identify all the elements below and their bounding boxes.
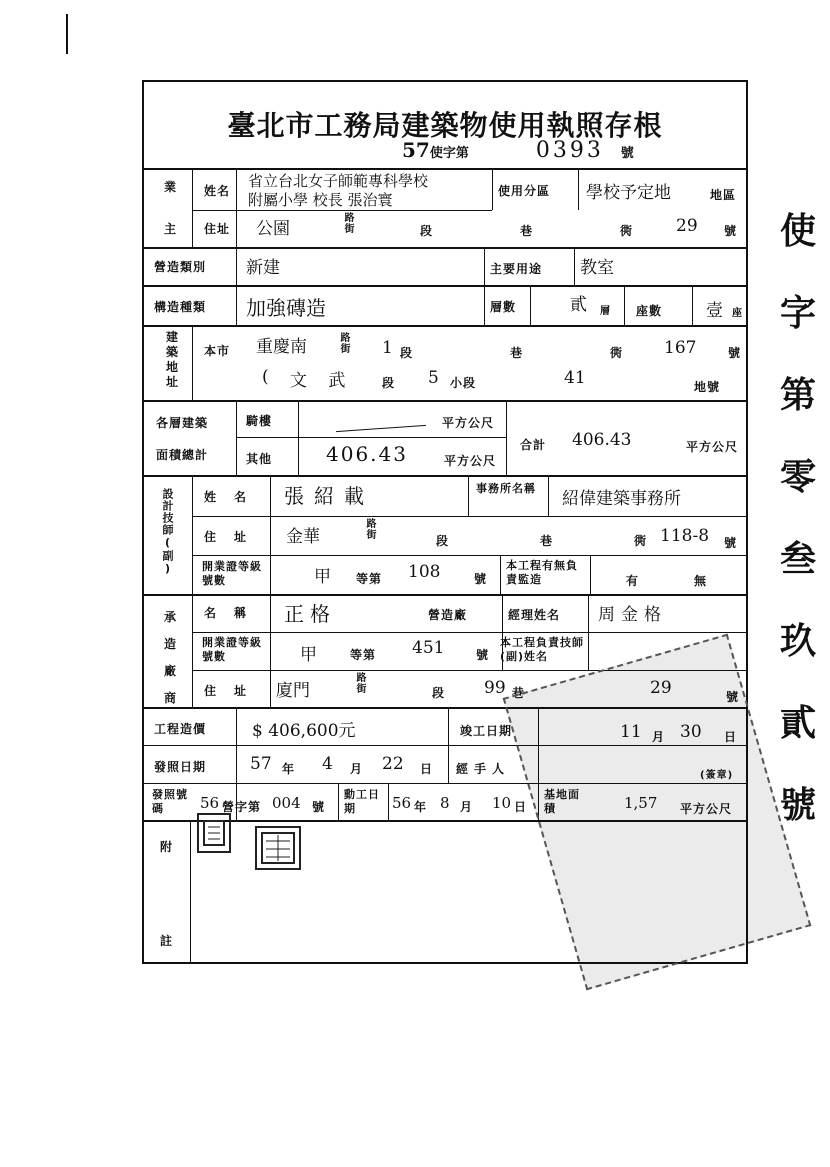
col-divider — [548, 475, 549, 517]
side-char: 號 — [779, 784, 816, 826]
contractor-address-value: 廈門 — [276, 681, 310, 701]
side-char: 使 — [779, 210, 816, 252]
site-lot: 地號 — [694, 380, 721, 394]
complete-month-unit: 月 — [652, 730, 666, 744]
designer-license-mid: 等第 — [356, 572, 383, 586]
owner-address-value: 公園 — [256, 219, 290, 239]
start-year: 56 — [392, 794, 412, 812]
other-area-value: 406.43 — [326, 442, 408, 466]
designer-office-label: 事務所名稱 — [476, 482, 536, 495]
base-area-label: 基地面積 — [544, 788, 580, 815]
row-divider — [142, 325, 748, 327]
col-divider — [506, 400, 507, 475]
main-use-value: 教室 — [580, 258, 614, 278]
designer-no-value: 118-8 — [660, 526, 710, 546]
seal-stamp-right — [255, 826, 301, 870]
designer-license-label: 開業證等級號數 — [202, 560, 262, 587]
designer-office-value: 紹偉建築事務所 — [562, 489, 681, 509]
site-label-3: 地 — [166, 360, 180, 374]
structure-value: 加強磚造 — [246, 296, 326, 320]
side-char: 第 — [779, 374, 816, 416]
owner-label-1: 業 — [164, 180, 178, 194]
col-divider — [500, 555, 501, 595]
contractor-name-label: 名稱 — [204, 606, 265, 620]
owner-name-label: 姓名 — [204, 184, 231, 198]
site-subsection-value: 5 — [428, 368, 439, 388]
site-label — [166, 330, 179, 390]
side-char: 貳 — [779, 702, 816, 744]
area-label-2: 面積總計 — [156, 448, 209, 462]
contractor-section: 段 — [432, 686, 446, 700]
start-day-unit: 日 — [514, 800, 528, 814]
issue-day: 22 — [382, 754, 404, 774]
blocks-label: 座數 — [636, 304, 663, 318]
site-district-value: 文 武 — [290, 371, 354, 391]
license-prefix: 使字第 — [429, 146, 469, 161]
designer-license-value: 108 — [408, 562, 441, 582]
license-serial: 0393 — [535, 138, 604, 163]
designer-license-grade: 甲 — [314, 567, 331, 587]
col-divider — [192, 325, 193, 400]
other-area-label: 其他 — [246, 452, 273, 466]
designer-address-value: 金華 — [286, 527, 320, 547]
contractor-no-value: 29 — [650, 678, 672, 698]
start-date-label: 動工日期 — [344, 788, 380, 815]
arcade-unit: 平方公尺 — [442, 416, 495, 430]
side-char: 叁 — [779, 538, 816, 580]
permit-year: 56 — [200, 794, 220, 812]
contractor-label — [164, 604, 177, 712]
base-area-value: 1,57 — [624, 794, 658, 812]
cost-label: 工程造價 — [154, 722, 207, 736]
construction-type-value: 新建 — [246, 258, 280, 278]
col-divider — [468, 475, 469, 517]
owner-address-road: 路街 — [342, 212, 353, 234]
contractor-road: 路街 — [354, 672, 365, 694]
issue-date-label: 發照日期 — [154, 760, 207, 774]
site-no: 號 — [728, 346, 742, 360]
contractor-label-1: 承 — [164, 610, 178, 624]
owner-address-alley: 衖 — [620, 224, 634, 238]
col-divider — [574, 247, 575, 287]
floors-value: 貳 — [570, 295, 587, 315]
owner-name-line1: 省立台北女子師範專科學校 — [248, 172, 429, 190]
col-divider — [530, 285, 531, 325]
col-divider — [590, 555, 591, 595]
col-divider — [484, 247, 485, 325]
contractor-tech-label: 本工程負責技師(副)姓名 — [500, 636, 584, 663]
designer-label: 設計技師(副) — [161, 488, 174, 576]
row-divider — [142, 594, 748, 596]
site-section: 段 — [400, 346, 414, 360]
site-section-value: 1 — [382, 338, 393, 358]
side-serial-text — [770, 190, 826, 846]
owner-address-section: 段 — [420, 224, 434, 238]
complete-date-label: 竣工日期 — [460, 724, 513, 738]
row-divider — [142, 168, 748, 170]
col-divider — [492, 168, 493, 210]
row-divider — [142, 475, 748, 477]
page-title: 臺北市工務局建築物使用執照存根 — [227, 109, 663, 142]
designer-road: 路街 — [364, 518, 375, 540]
handler-sign: (簽章) — [700, 770, 734, 781]
side-char: 玖 — [779, 620, 816, 662]
supervise-label: 本工程有無負責監造 — [506, 559, 578, 586]
cost-value: $ 406,600元 — [252, 721, 356, 741]
designer-lane: 巷 — [540, 534, 554, 548]
site-lot-value: 41 — [564, 368, 586, 388]
site-label-4: 址 — [166, 375, 180, 389]
permit-suffix: 號 — [312, 800, 326, 814]
col-divider — [298, 400, 299, 475]
issue-month: 4 — [322, 754, 333, 774]
site-district-open: ( — [262, 367, 269, 387]
col-divider — [192, 475, 193, 707]
site-city: 本市 — [204, 344, 231, 358]
handler-label: 經手人 — [456, 762, 511, 776]
site-no-value: 167 — [664, 338, 697, 358]
site-label-2: 築 — [166, 345, 180, 359]
col-divider — [192, 168, 193, 248]
col-divider — [338, 783, 339, 822]
issue-month-unit: 月 — [350, 762, 364, 776]
license-year: 57 — [402, 138, 430, 162]
supervise-none: 無 — [694, 574, 708, 588]
col-divider — [236, 168, 237, 248]
complete-month: 11 — [620, 722, 642, 742]
designer-alley: 衖 — [634, 534, 648, 548]
margin-mark — [66, 14, 68, 54]
row-divider — [236, 437, 506, 438]
owner-name-line2: 附屬小學 校長 張治寰 — [248, 191, 393, 209]
contractor-label-3: 廠 — [164, 664, 178, 678]
complete-day-unit: 日 — [724, 730, 738, 744]
contractor-lane-value: 99 — [484, 678, 506, 698]
permit-number-label: 發照號碼 — [152, 788, 188, 815]
col-divider — [448, 707, 449, 783]
site-road: 路街 — [338, 332, 349, 354]
issue-year: 57 — [250, 754, 272, 774]
owner-address-lane: 巷 — [520, 224, 534, 238]
site-lane: 巷 — [510, 346, 524, 360]
contractor-license-no: 號 — [476, 648, 490, 662]
contractor-name-value: 正格 — [284, 602, 336, 626]
license-suffix: 號 — [620, 146, 634, 161]
arcade-label: 騎樓 — [246, 414, 273, 428]
col-divider — [388, 783, 389, 822]
main-use-label: 主要用途 — [490, 262, 543, 276]
side-char: 零 — [779, 456, 816, 498]
col-divider — [270, 475, 271, 517]
total-area-value: 406.43 — [572, 430, 632, 450]
contractor-lane: 巷 — [512, 686, 526, 700]
col-divider — [236, 247, 237, 325]
issue-year-unit: 年 — [282, 762, 296, 776]
construction-type-label: 營造類別 — [154, 260, 207, 274]
other-area-unit: 平方公尺 — [444, 454, 497, 468]
site-alley: 衖 — [610, 346, 624, 360]
designer-address-label: 住址 — [204, 530, 265, 544]
row-divider — [142, 285, 748, 287]
col-divider — [578, 168, 579, 210]
notes-label-top: 附 — [160, 840, 174, 854]
owner-address-label: 住址 — [204, 222, 231, 236]
use-zone-value: 學校予定地 — [586, 183, 671, 203]
row-divider — [192, 210, 492, 211]
designer-name-label: 姓名 — [204, 490, 265, 504]
site-district: 段 — [382, 376, 396, 390]
contractor-license-value: 451 — [412, 638, 445, 658]
total-area-unit: 平方公尺 — [686, 440, 739, 454]
start-day: 10 — [492, 794, 512, 812]
complete-day: 30 — [680, 722, 702, 742]
blocks-value: 壹 — [706, 301, 723, 321]
total-area-label: 合計 — [520, 438, 547, 452]
contractor-license-label: 開業證等級號數 — [202, 636, 262, 663]
license-number — [402, 138, 634, 163]
col-divider — [270, 516, 271, 556]
seal-stamp-left — [197, 813, 231, 853]
row-divider — [192, 555, 748, 556]
issue-day-unit: 日 — [420, 762, 434, 776]
site-road-value: 重慶南 — [256, 337, 307, 357]
col-divider — [692, 285, 693, 325]
site-subsection: 小段 — [450, 376, 477, 390]
row-divider — [142, 400, 748, 402]
designer-section: 段 — [436, 534, 450, 548]
start-month-unit: 月 — [460, 800, 474, 814]
contractor-no: 號 — [726, 690, 740, 704]
owner-address-no-value: 29 — [676, 216, 698, 236]
contractor-name-suffix: 營造廠 — [428, 608, 468, 622]
designer-name-value: 張紹載 — [284, 484, 374, 508]
col-divider — [270, 555, 271, 595]
area-label-1: 各層建築 — [156, 416, 209, 430]
floors-label: 層數 — [490, 300, 517, 314]
manager-label: 經理姓名 — [508, 608, 561, 622]
contractor-label-4: 商 — [164, 691, 178, 705]
owner-label-2: 主 — [164, 222, 178, 236]
manager-value: 周金格 — [598, 605, 667, 625]
permit-serial: 004 — [272, 794, 301, 812]
designer-license-no: 號 — [474, 572, 488, 586]
col-divider — [236, 400, 237, 475]
contractor-license-mid: 等第 — [350, 648, 377, 662]
supervise-has: 有 — [626, 574, 640, 588]
col-divider — [588, 594, 589, 670]
col-divider — [190, 820, 191, 962]
start-month: 8 — [440, 794, 450, 812]
owner-address-no: 號 — [724, 224, 738, 238]
permit-prefix: 營字第 — [222, 800, 262, 814]
contractor-license-grade: 甲 — [300, 645, 317, 665]
contractor-label-2: 造 — [164, 637, 178, 651]
use-zone-suffix: 地區 — [710, 188, 737, 202]
designer-no: 號 — [724, 536, 738, 550]
row-divider — [192, 632, 748, 633]
blocks-unit: 座 — [732, 308, 743, 319]
side-char: 字 — [779, 292, 816, 334]
structure-label: 構造種類 — [154, 300, 207, 314]
base-area-unit: 平方公尺 — [680, 802, 733, 816]
use-zone-label: 使用分區 — [498, 184, 551, 198]
site-label-1: 建 — [166, 330, 180, 344]
notes-label-bottom: 註 — [160, 934, 174, 948]
row-divider — [142, 247, 748, 249]
col-divider — [270, 594, 271, 707]
col-divider — [624, 285, 625, 325]
contractor-address-label: 住址 — [204, 684, 265, 698]
row-divider — [192, 516, 748, 517]
floors-unit: 層 — [600, 306, 611, 317]
start-year-unit: 年 — [414, 800, 428, 814]
